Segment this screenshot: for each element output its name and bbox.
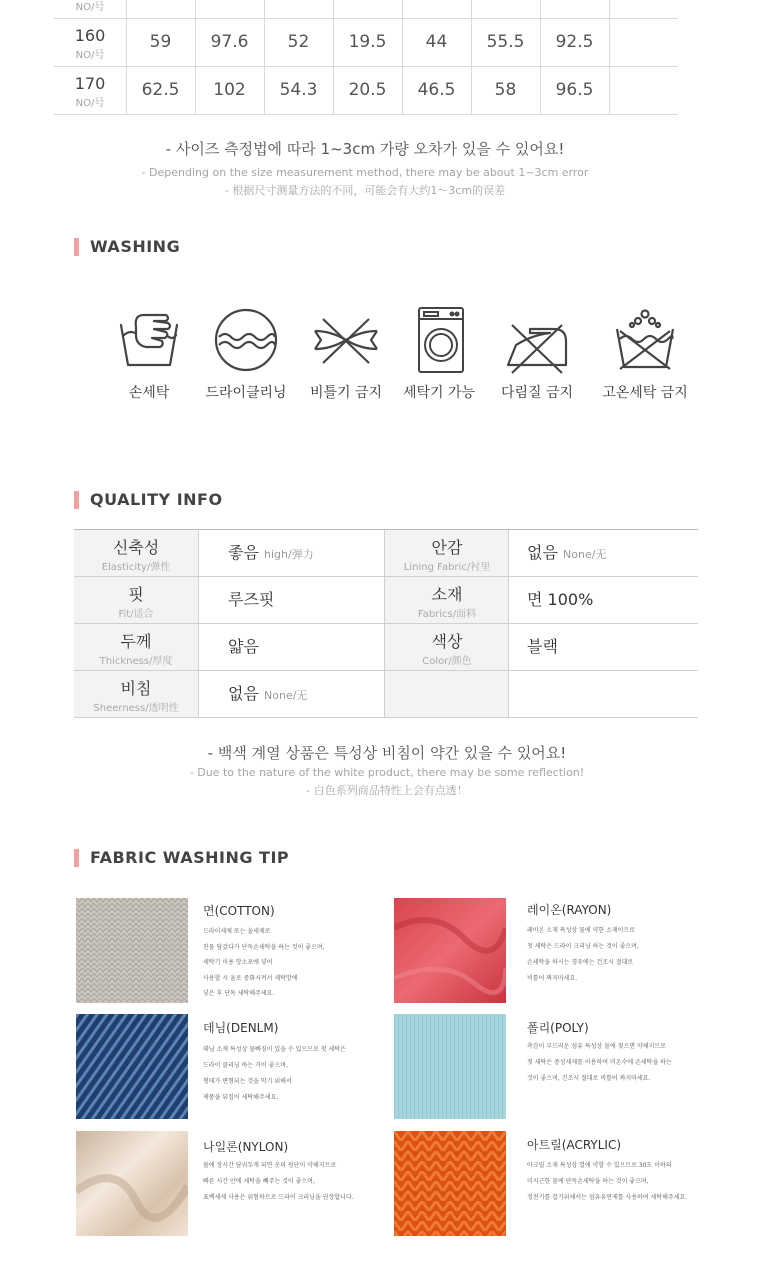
size-cell (402, 0, 472, 18)
fabric-tip-line: 손세탁을 하시는 경우에는 건조시 절대로 (527, 959, 634, 966)
divider (508, 671, 509, 717)
quality-key-cell (74, 624, 198, 670)
size-row-head (54, 67, 127, 114)
quality-key: 두께 (120, 632, 152, 651)
divider (198, 624, 199, 670)
divider (198, 577, 199, 623)
size-cell (471, 0, 541, 18)
fabric-tip-line: 아크릴 소재 특성상 열에 약할 수 있으므로 30도 이하의 (527, 1162, 672, 1169)
size-row (54, 67, 678, 115)
size-cell: 20.5 (333, 67, 403, 114)
quality-key-cell (385, 577, 509, 623)
quality-key-sub: Color/颜色 (422, 656, 472, 667)
size-cell (195, 0, 265, 18)
wash-label: 비틀기 금지 (309, 385, 383, 401)
size-cell (264, 0, 334, 18)
quality-key-cell (385, 530, 509, 576)
fabric-tip-line: 첫 세탁은 중성세제를 이용하여 미온수에 손세탁을 하는 (527, 1059, 672, 1066)
fabric-name: 폴리(POLY) (527, 1021, 589, 1035)
size-cell: 97.6 (195, 19, 265, 66)
quality-row (74, 671, 698, 718)
fabric-tip-line: 드라이세제 또는 울세제로 (203, 928, 271, 935)
fabric-tip-line: 찬물 담갔다가 단독손세탁을 하는 것이 좋으며, (203, 944, 325, 951)
quality-key-sub: Lining Fabric/衬里 (403, 562, 491, 573)
quality-value-text: 블랙 (527, 637, 558, 656)
wash-item-dry-clean (191, 305, 301, 401)
fabric-tip-line: 비틀어 짜지마세요. (527, 975, 578, 982)
quality-value-text: 면 100% (527, 590, 594, 609)
wash-item-hand-wash (94, 305, 204, 401)
size-cell: 55.5 (471, 19, 541, 66)
size-number: 160 (74, 26, 106, 45)
quality-key-sub: Sheerness/透明性 (93, 703, 179, 714)
size-cell (540, 0, 610, 18)
size-row (54, 19, 678, 67)
dry-clean-icon (211, 305, 281, 375)
quality-key-sub: Fit/适合 (118, 609, 154, 620)
fabric-tip-line: 데님 소재 특성상 물빠짐이 있을 수 있으므로 첫 세탁은 (203, 1046, 346, 1053)
size-cell: 96.5 (540, 67, 610, 114)
wash-label: 고온세탁 금지 (602, 385, 688, 401)
size-cell: 62.5 (126, 67, 196, 114)
quality-key-cell (74, 530, 198, 576)
wash-item-washing-machine (384, 305, 494, 401)
size-unit: NO/号 (75, 2, 105, 13)
quality-notice-cn: - 白色系列商品特性上会有点透！ (306, 784, 468, 797)
quality-value-text: 없음 (527, 543, 558, 562)
fabric-tip-line: 빠른 시간 안에 세탁을 빼주는 것이 좋으며, (203, 1178, 315, 1185)
quality-key-cell (74, 671, 198, 717)
size-cell: 58 (471, 67, 541, 114)
denim-swatch-image (76, 1014, 188, 1119)
quality-key-cell (74, 577, 198, 623)
size-row-head (54, 19, 127, 66)
size-cell (126, 0, 196, 18)
cotton-swatch (76, 898, 188, 1003)
quality-key: 색상 (431, 632, 463, 651)
quality-value-sub: None/无 (264, 689, 308, 702)
acrylic-swatch-image (394, 1131, 506, 1236)
size-row-head (54, 0, 127, 18)
size-cell: 46.5 (402, 67, 472, 114)
fabric-name: 면(COTTON) (203, 904, 275, 918)
fabric-tip-line: 넣은 후 단독 세탁해주세요. (203, 990, 275, 997)
wash-item-no-iron (482, 305, 592, 401)
quality-key-sub: Fabrics/面料 (417, 609, 477, 620)
fabric-tip-line: 촉감이 부드러운 섬유 특성상 물에 젖으면 약해지므로 (527, 1043, 666, 1050)
poly-swatch-image (394, 1014, 506, 1119)
nylon-swatch (76, 1131, 188, 1236)
quality-value (527, 624, 558, 670)
quality-row (74, 530, 698, 577)
fabric-tip-line: 사용할 시 울로 중화시켜서 세탁망에 (203, 975, 298, 982)
fabric-tip-line: 물에 장시간 담궈두게 되면 옷의 원단이 약해지므로 (203, 1162, 337, 1169)
quality-value-sub: None/无 (563, 548, 607, 561)
quality-key-sub: Thickness/厚度 (99, 656, 173, 667)
fabric-tip-title: FABRIC WASHING TIP (90, 848, 290, 867)
fabric-tip-line: 정전기를 잡기위해서는 섬유유연제를 사용하여 세탁해주세요. (527, 1194, 688, 1201)
quality-row (74, 577, 698, 624)
size-unit: NO/号 (75, 98, 105, 109)
size-notice-ko: - 사이즈 측정법에 따라 1~3cm 가량 오차가 있을 수 있어요! (165, 140, 565, 158)
wash-item-no-hot-wash (590, 305, 700, 401)
quality-key-sub: Elasticity/弹性 (101, 562, 171, 573)
quality-key-cell-empty (385, 671, 509, 717)
quality-value (228, 624, 259, 670)
quality-key: 안감 (431, 538, 463, 557)
fabric-tip-line: 것이 좋으며, 건조시 절대로 비틀어 짜지마세요. (527, 1075, 651, 1082)
poly-swatch (394, 1014, 506, 1119)
title-accent-bar (74, 849, 79, 867)
denim-swatch (76, 1014, 188, 1119)
size-table (54, 0, 678, 115)
quality-value (527, 530, 606, 576)
quality-value (228, 671, 307, 717)
quality-key: 소재 (431, 585, 463, 604)
quality-table (74, 529, 698, 718)
quality-title: QUALITY INFO (90, 490, 223, 509)
fabric-tip-line: 제품을 뒤집어 세탁해주세요. (203, 1094, 279, 1101)
fabric-tip-line: 드라이 클리닝 하는 거이 좋으며, (203, 1062, 288, 1069)
nylon-swatch-image (76, 1131, 188, 1236)
divider (198, 530, 199, 576)
cotton-swatch-image (76, 898, 188, 1003)
fabric-name: 나일론(NYLON) (203, 1140, 289, 1154)
acrylic-swatch (394, 1131, 506, 1236)
quality-key: 신축성 (112, 538, 160, 557)
size-notice-cn: - 根据尺寸测量方法的不同，可能会有大约1～3cm的误差 (224, 184, 506, 197)
quality-key: 핏 (128, 585, 144, 604)
size-cell: 44 (402, 19, 472, 66)
size-cell: 59 (126, 19, 196, 66)
title-accent-bar (74, 491, 79, 509)
divider (508, 577, 509, 623)
fabric-name: 아트릴(ACRYLIC) (527, 1138, 622, 1152)
wash-label: 드라이클리닝 (205, 385, 287, 401)
size-row (54, 0, 678, 19)
fabric-name: 데님(DENLM) (203, 1021, 279, 1035)
fabric-tip-line: 레이온 소재 특성상 물에 약한 소재이므로 (527, 927, 636, 934)
title-accent-bar (74, 238, 79, 256)
quality-value-text: 좋음 (228, 543, 259, 562)
divider (508, 624, 509, 670)
rayon-swatch (394, 898, 506, 1003)
hand-wash-icon (114, 305, 184, 375)
size-cell: 52 (264, 19, 334, 66)
size-notice-en: - Depending on the size measurement method, there may be about 1~3cm error (141, 166, 589, 179)
fabric-tip-line: 세탁기 이용 망소포에 넣어 (203, 959, 273, 966)
quality-value-text: 없음 (228, 684, 259, 703)
no-iron-icon (502, 305, 572, 375)
divider (508, 530, 509, 576)
rayon-swatch-image (394, 898, 506, 1003)
quality-value-text: 루즈핏 (228, 590, 275, 609)
divider (198, 671, 199, 717)
size-cell: 102 (195, 67, 265, 114)
no-hot-wash-icon (610, 305, 680, 375)
wash-label: 다림질 금지 (500, 385, 574, 401)
size-cell: 92.5 (540, 19, 610, 66)
no-wring-icon (311, 305, 381, 375)
wash-label: 손세탁 (128, 385, 170, 401)
fabric-name: 레이온(RAYON) (527, 903, 612, 917)
quality-value-sub: high/弹力 (264, 548, 314, 561)
quality-key: 비침 (120, 679, 152, 698)
fabric-tip-line: 첫 세탁은 드라이 크리닝 하는 것이 좋으며, (527, 943, 639, 950)
washing-machine-icon (404, 305, 474, 375)
quality-notice-ko: - 백색 계열 상품은 특성상 비침이 약간 있을 수 있어요! (207, 744, 567, 762)
quality-value (228, 530, 314, 576)
fabric-tip-line: 형태가 변형되는 것을 막기 위해서 (203, 1078, 292, 1085)
size-cell (333, 0, 403, 18)
quality-row (74, 624, 698, 671)
quality-value (527, 577, 593, 623)
size-cell: 54.3 (264, 67, 334, 114)
fabric-tip-line: 미지근한 물에 단독손세탁을 하는 것이 좋으며, (527, 1178, 649, 1185)
quality-value-text: 얇음 (228, 637, 259, 656)
quality-key-cell (385, 624, 509, 670)
quality-value (228, 577, 274, 623)
wash-label: 세탁기 가능 (402, 385, 476, 401)
size-number: 170 (74, 74, 106, 93)
fabric-tip-line: 표백세제 사용은 위험하므로 드라이 크리닝을 권장합니다. (203, 1194, 354, 1201)
size-unit: NO/号 (75, 50, 105, 61)
size-cell: 19.5 (333, 19, 403, 66)
washing-title: WASHING (90, 237, 181, 256)
quality-notice-en: - Due to the nature of the white product, there may be some reflection! (189, 766, 585, 779)
